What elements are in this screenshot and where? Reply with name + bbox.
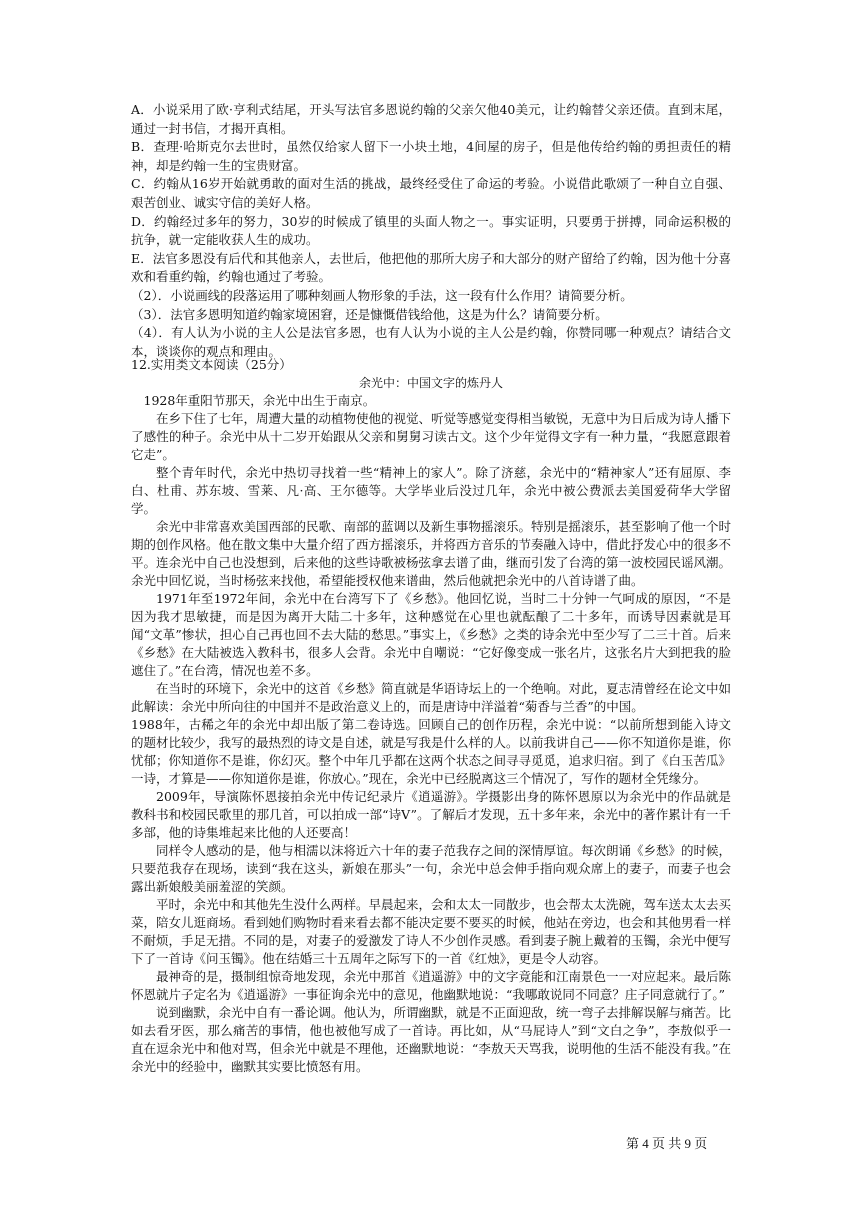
article-body (131, 392, 731, 1076)
option-c: C．约翰从16岁开始就勇敢的面对生活的挑战，最终经受住了命运的考验。小说借此歌颂了一种自立自强、艰苦创业、诚实守信的美好人格。 (131, 176, 731, 210)
question-2: （2）．小说画线的段落运用了哪种刻画人物形象的手法，这一段有什么作用？请简要分析。 (131, 288, 633, 303)
article-paragraph: 余光中非常喜欢美国西部的民歌、南部的蓝调以及新生事物摇滚乐。特别是摇滚乐，甚至影响了他一个时期的创作风格。他在散文集中大量介绍了西方摇滚乐，并将西方音乐的节奏融入诗中，借此抒发心中的很多不平。连余光中自己也没想到，后来他的这些诗歌被杨弦拿去谱了曲，继而引发了台湾的第一波校园民谣风潮。 (131, 519, 732, 570)
article-title: 余光中：中国文字的炼丹人 (358, 376, 503, 390)
article-paragraph: 整个青年时代，余光中热切寻找着一些“精神上的家人”。除了济慈，余光中的“精神家人”还有屈原、李白、杜甫、苏东坡、雪莱、凡·高、王尔德等。大学毕业后没过几年，余光中被公费派去美国爱荷华大学留学。 (131, 465, 731, 516)
article-paragraph: 1988年，古稀之年的余光中却出版了第二卷诗选。回顾自己的创作历程，余光中说：“以前所想到能入诗文的题材比较少，我写的最热烈的诗文是自述，就是写我是什么样的人。以前我讲自己——你不知道你是谁，你忧郁；你知道你不是谁，你幻灭。整个中年几乎都在这两个状态之间寻寻觅觅，追求归宿。到了《白玉苦瓜》一诗，才算是——你知道你是谁，你放心。”现在，余光中已经脱离这三个情况了，写作的题材全凭缘分。 (131, 717, 732, 786)
article-paragraph: 平时，余光中和其他先生没什么两样。早晨起来，会和太太一同散步，也会帮太太洗碗，驾车送太太去买菜，陪女儿逛商场。看到她们购物时看来看去都不能决定要不要买的时候，他站在旁边，也会和其他男看一样不耐烦，手足无措。不同的是，对妻子的爱激发了诗人不少创作灵感。看到妻子腕上戴着的玉镯，余光中便写下了一首诗《问玉镯》。他在结婚三十五周年之际写下的一首《红烛》，更是令人动容。 (131, 897, 732, 966)
choice-options (131, 101, 731, 287)
option-a: A．小说采用了欧·亨利式结尾，开头写法官多恩说约翰的父亲欠他40美元，让约翰替父亲还债。直到末尾，通过一封书信，才揭开真相。 (131, 102, 731, 136)
option-e: E．法官多恩没有后代和其他亲人，去世后，他把他的那所大房子和大部分的财产留给了约翰，因为他十分喜欢和看重约翰，约翰也通过了考验。 (131, 250, 731, 285)
option-b: B．查理·哈斯克尔去世时，虽然仅给家人留下一小块土地，4间屋的房子，但是他传给约翰的勇担责任的精神，却是约翰一生的宝贵财富。 (131, 139, 731, 173)
page-number: 第 4 页 共 9 页 (626, 1136, 708, 1151)
question-3: （3）．法官多恩明知道约翰家境困窘，还是慷慨借钱给他，这是为什么？请简要分析。 (131, 306, 608, 322)
article-paragraph: 说到幽默，余光中自有一番论调。他认为，所谓幽默，就是不正面迎敌，统一弯子去排解误解与痛苦。比如去看牙医，那么痛苦的事情，他也被他写成了一首诗。再比如，从“马屁诗人”到“文白之争”，李敖似乎一直在逗余光中和他对骂，但余光中就是不理他，还幽默地说：“李敖天天骂我，说明他的生活不能没有我。”在余光中的经验中，幽默其实要比愤怒有用。 (131, 1005, 732, 1074)
reading-section (131, 356, 731, 1076)
section-title: 12.实用类文本阅读（25分） (131, 357, 292, 372)
article-paragraph: 在当时的环境下，余光中的这首《乡愁》简直就是华语诗坛上的一个绝响。对此，夏志清曾经在论文中如此解读：余光中所向往的中国并不是政治意义上的，而是唐诗中洋溢着“菊香与兰香”的中国。 (131, 681, 732, 714)
article-paragraph: 在乡下住了七年，周遭大量的动植物使他的视觉、听觉等感觉变得相当敏锐，无意中为日后成为诗人播下了感性的种子。余光中从十二岁开始跟从父亲和舅舅习读古文。这个少年觉得文字有一种力量，“我愿意跟着它走”。 (131, 411, 732, 462)
option-d: D．约翰经过多年的努力，30岁的时候成了镇里的头面人物之一。事实证明，只要勇于拼搏，同命运积极的抗争，就一定能收获人生的成功。 (131, 213, 731, 248)
question-list (131, 287, 731, 361)
article-paragraph: 同样令人感动的是，他与相濡以沫将近六十年的妻子范我存之间的深情厚谊。每次朗诵《乡愁》的时候，只要范我存在现场，读到“我在这头，新娘在那头”一句，余光中总会伸手指向观众席上的妻子，而妻子也会露出新娘般美丽羞涩的笑颜。 (131, 843, 732, 894)
article-paragraph: 2009年，导演陈怀恩接拍余光中传记纪录片《逍遥游》。学摄影出身的陈怀恩原以为余光中的作品就是教科书和校园民歌里的那几首，可以拍成一部“诗V”。了解后才发现，五十多年来，余光中的著作累计有一千多部，他的诗集堆起来比他的人还要高！ (131, 789, 731, 840)
article-paragraph: 1928年重阳节那天，余光中出生于南京。 (143, 393, 376, 408)
article-paragraph: 1971年至1972年间，余光中在台湾写下了《乡愁》。他回忆说，当时二十分钟一气呵成的原因，“不是因为我才思敏捷，而是因为离开大陆二十多年，这种感觉在心里也就酝酿了二十多年，而诱导因素就是耳闻“文革”惨状，担心自己再也回不去大陆的愁思。”事实上，《乡愁》之类的诗余光中至少写了二三十首。后来《乡愁》在大陆被选入教科书，很多人会背。余光中自嘲说：“它好像变成一张名片，这张名片大到把我的脸遮住了。”在台湾，情况也差不多。 (131, 591, 731, 678)
article-paragraph: 余光中回忆说，当时杨弦来找他，希望能授权他来谱曲，然后他就把余光中的八首诗谱了曲。 (131, 573, 644, 588)
question-4: （4）．有人认为小说的主人公是法官多恩，也有人认为小说的主人公是约翰，你赞同哪一种观点？请结合文本，谈谈你的观点和理由。 (131, 325, 731, 359)
article-paragraph: 最神奇的是，摄制组惊奇地发现，余光中那首《逍遥游》中的文字竟能和江南景色一一对应起来。最后陈怀恩就片子定名为《逍遥游》一事征询余光中的意见，他幽默地说：“我哪敢说同不同意？庄子同意就行了。” (131, 969, 732, 1002)
